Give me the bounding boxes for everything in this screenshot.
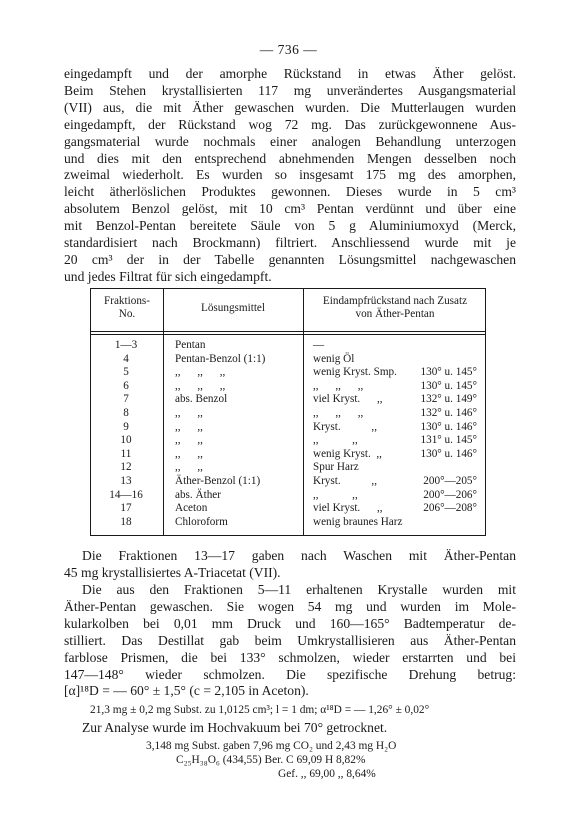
- residue-cell: Kryst. ,,: [313, 475, 378, 487]
- table-row: [91, 448, 485, 461]
- residue-cell: viel Kryst. ,,: [313, 393, 383, 406]
- solvent-cell: ,, ,,: [175, 461, 203, 474]
- table-row: [91, 393, 485, 406]
- solvent-cell: Aceton: [175, 502, 208, 515]
- fraction-number: 8: [123, 407, 129, 419]
- solvent-cell: Äther-Benzol (1:1): [175, 475, 261, 487]
- melting-point-cell: 131° u. 145°: [420, 434, 477, 447]
- fraction-number: 10: [120, 434, 132, 447]
- text-line: farblose Prismen, die bei 133° schmolzen, wieder erstarrten und bei: [64, 649, 516, 665]
- solvent-cell: Pentan-Benzol (1:1): [175, 352, 266, 365]
- fraction-number: 1—3: [114, 339, 138, 351]
- text-line: Äther-Pentan gewaschen. Sie wogen 54 mg und wurden im Mole-: [64, 598, 516, 614]
- table-row: [91, 475, 485, 488]
- residue-cell: wenig Öl: [313, 352, 355, 365]
- text-line: 45 mg krystallisiertes A-Triacetat (VII).: [64, 564, 281, 580]
- fraction-number: 14—16: [109, 488, 143, 501]
- residue-cell: ,, ,, ,,: [313, 407, 364, 419]
- text-line: zweimal wiederholt. Es wurden so insgesamt 175 mg des amorphen,: [64, 167, 516, 183]
- table-row: [91, 380, 485, 393]
- text-line: 20 cm³ der in der Tabelle genannten Lösungsmittel nachgewaschen: [64, 251, 516, 267]
- melting-point-cell: 200°—205°: [423, 475, 477, 487]
- melting-point-cell: 132° u. 146°: [420, 407, 477, 419]
- residue-cell: wenig Kryst. Smp.: [313, 366, 397, 379]
- table-row: [91, 461, 485, 474]
- solvent-cell: ,, ,,: [175, 434, 203, 447]
- text-line: stilliert. Das Destillat gab beim Umkrystallisieren aus Äther-Pentan: [64, 632, 516, 648]
- solvent-cell: ,, ,,: [175, 447, 203, 460]
- header-fraction: Fraktions- No.: [104, 295, 150, 321]
- fraction-number: 11: [120, 447, 132, 460]
- text-line: und jedes Filtrat für sich eingedampft.: [64, 268, 272, 284]
- melting-point-cell: 132° u. 149°: [420, 393, 477, 406]
- text-line: Beim Stehen krystallisierten 117 mg unverändertes Ausgangsmaterial: [64, 82, 516, 98]
- text-line: standardisiert nach Brockmann) filtriert. Anschliessend wurde mit je: [64, 235, 516, 251]
- paragraph-fractions-13-17: [64, 548, 516, 582]
- fraction-number: 7: [123, 393, 129, 406]
- residue-cell: ,, ,,: [313, 488, 358, 501]
- table-row: [91, 353, 485, 366]
- residue-cell: —: [313, 339, 325, 351]
- text-line: gangsmaterial wurde nochmals einer analogen Behandlung unterzogen: [64, 133, 516, 149]
- solvent-cell: ,, ,,: [175, 420, 203, 433]
- table-row: [91, 339, 485, 352]
- rotation-measurement: 21,3 mg ± 0,2 mg Subst. zu 1,0125 cm³; l = 1 dm; α¹⁸D = — 1,26° ± 0,02°: [90, 704, 430, 716]
- fraction-number: 17: [120, 502, 132, 515]
- table-row: [91, 434, 485, 447]
- residue-cell: Kryst. ,,: [313, 420, 378, 433]
- text-line: 147—148° wieder schmolzen. Die spezifische Drehung betrug:: [64, 666, 516, 682]
- analysis-data-1: 3,148 mg Subst. gaben 7,96 mg CO₂ und 2,43 mg H₂O: [146, 740, 397, 752]
- text-line: eingedampft und der amorphe Rückstand in etwas Äther gelöst.: [64, 66, 516, 81]
- table-row: [91, 489, 485, 502]
- header-rule: [91, 331, 485, 332]
- header-solvent: Lösungsmittel: [200, 302, 266, 314]
- melting-point-cell: 200°—206°: [423, 488, 477, 501]
- text-line: [α]¹⁸D = — 60° ± 1,5° (c = 2,105 in Aceton).: [64, 683, 309, 699]
- text-line: Die Fraktionen 13—17 gaben nach Waschen mit Äther-Pentan: [82, 548, 516, 563]
- page-number: — 736 —: [259, 42, 318, 57]
- table-row: [91, 366, 485, 379]
- residue-cell: Spur Harz: [313, 461, 359, 474]
- solvent-cell: ,, ,, ,,: [175, 366, 226, 379]
- fraction-number: 9: [123, 420, 129, 433]
- analysis-data-2: C₂₅H₃₈O₆ (434,55) Ber. C 69,09 H 8,82%: [176, 754, 366, 766]
- text-line: Die aus den Fraktionen 5—11 erhaltenen Krystalle wurden mit: [82, 582, 516, 597]
- analysis-data-3: Gef. ,, 69,00 ,, 8,64%: [278, 768, 376, 780]
- residue-cell: ,, ,,: [313, 434, 358, 447]
- fraction-number: 18: [120, 515, 132, 528]
- residue-cell: viel Kryst. ,,: [313, 502, 383, 515]
- text-line: absolutem Benzol gelöst, mit 10 cm³ Pentan verdünnt und über eine: [64, 201, 516, 217]
- table-row: [91, 502, 485, 515]
- text-line: kularkolben bei 0,01 mm Druck und 160—165° Badtemperatur de-: [64, 615, 516, 631]
- intro-paragraph: [64, 66, 516, 286]
- paragraph-fractions-5-11: [64, 582, 516, 700]
- melting-point-cell: 130° u. 146°: [420, 447, 477, 460]
- table-row: [91, 516, 485, 529]
- residue-cell: wenig braunes Harz: [313, 515, 403, 528]
- text-line: mit Benzol-Pentan bereitete Säule von 5 g Aluminiumoxyd (Merck,: [64, 218, 516, 234]
- solvent-cell: abs. Äther: [175, 488, 221, 501]
- solvent-cell: Pentan: [175, 339, 206, 351]
- solvent-cell: abs. Benzol: [175, 393, 228, 406]
- analysis-note: [64, 720, 516, 737]
- solvent-cell: Chloroform: [175, 515, 228, 528]
- residue-cell: wenig Kryst. ,,: [313, 447, 382, 460]
- melting-point-cell: 130° u. 145°: [420, 379, 477, 392]
- melting-point-cell: 130° u. 145°: [420, 366, 477, 379]
- text-line: eingedampft, der Rückstand wog 72 mg. Das zurückgewonnene Aus-: [64, 116, 516, 132]
- text-line: leicht ätherlöslichen Produktes gewonnen. Dieses wurde in 5 cm³: [64, 184, 516, 200]
- text-line: (VII) aus, die mit Äther gewaschen wurden. Die Mutterlaugen wurden: [64, 99, 516, 115]
- header-residue: Eindampfrückstand nach Zusatz von Äther-Pentan: [322, 295, 468, 321]
- fraction-number: 4: [123, 352, 129, 365]
- residue-cell: ,, ,, ,,: [313, 379, 364, 392]
- solvent-cell: ,, ,,: [175, 407, 203, 419]
- analysis-line: Zur Analyse wurde im Hochvakuum bei 70° getrocknet.: [82, 720, 388, 735]
- solvent-cell: ,, ,, ,,: [175, 379, 226, 392]
- table-row: [91, 407, 485, 420]
- header-rule: [91, 334, 485, 335]
- fraction-number: 6: [123, 379, 129, 392]
- fractions-table: [90, 288, 486, 536]
- melting-point-cell: 130° u. 146°: [420, 420, 477, 433]
- table-row: [91, 421, 485, 434]
- text-line: und dies mit den entsprechend abnehmenden Mengen desselben noch: [64, 150, 516, 166]
- melting-point-cell: 206°—208°: [423, 502, 477, 515]
- fraction-number: 5: [123, 366, 129, 379]
- fraction-number: 13: [120, 475, 132, 487]
- fraction-number: 12: [120, 461, 132, 474]
